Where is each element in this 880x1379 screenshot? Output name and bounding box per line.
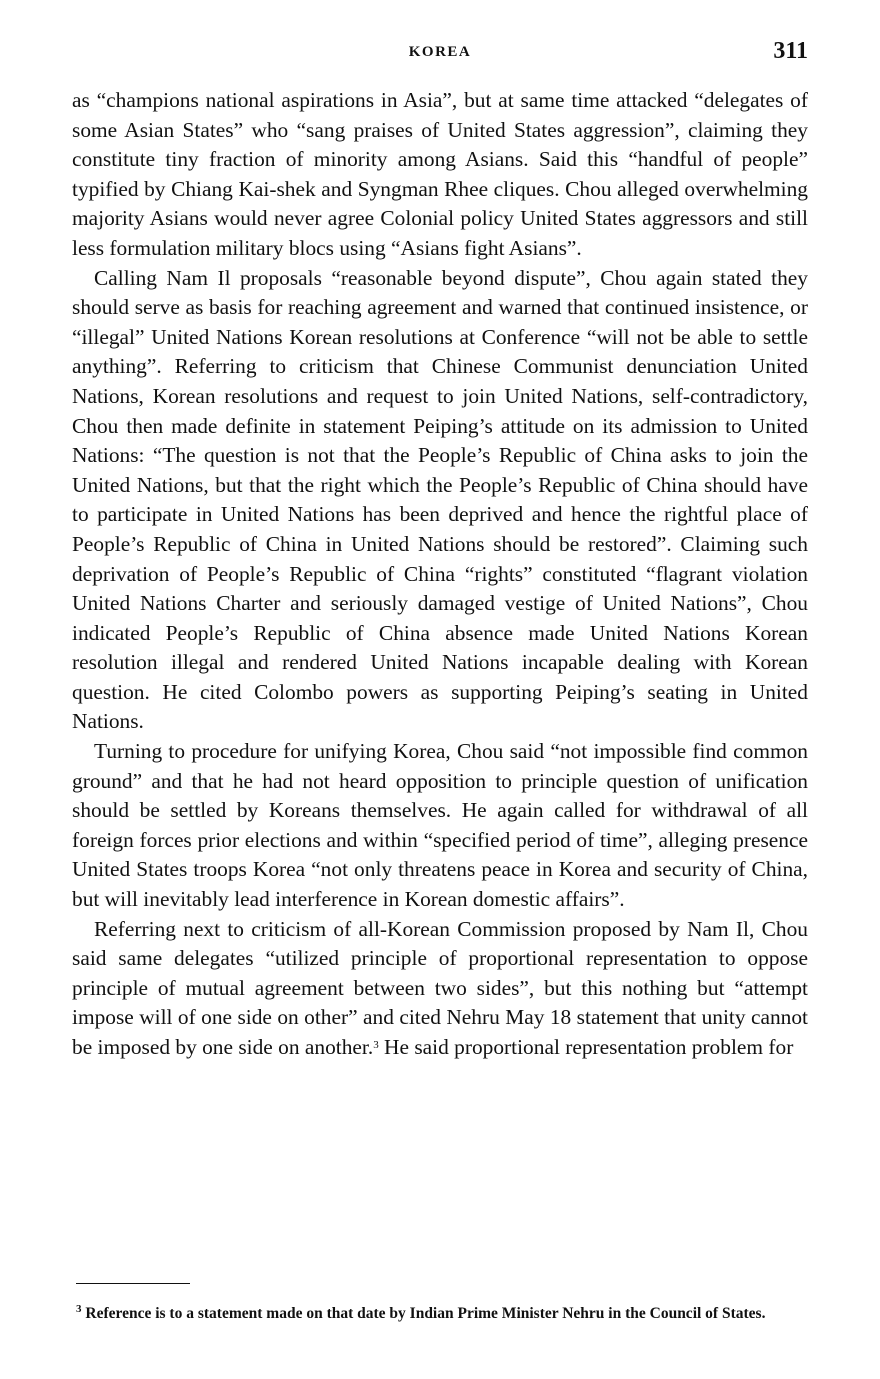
footnote-text: Reference is to a statement made on that date by Indian Prime Minister Nehru in the Council of States. xyxy=(81,1305,766,1322)
footnote xyxy=(76,1304,808,1323)
body-text xyxy=(72,86,808,1063)
paragraph-4-text-a: Referring next to criticism of all-Korean Commission proposed by Nam Il, Chou said same delegates “utilized principle of proportional representation to oppose principle of mutual agreement between two sides”, but this nothing but “attempt impose will of one side on other” and cited Nehru May 18 statement that unity cannot be imposed by one side on another. xyxy=(72,916,808,1059)
footnote-divider xyxy=(76,1283,190,1284)
paragraph-4-text-b: He said proportional representation problem for xyxy=(378,1035,794,1059)
paragraph-4 xyxy=(72,915,808,1063)
page-number: 311 xyxy=(773,38,808,64)
footnote-marker: 3 xyxy=(76,1303,82,1315)
paragraph-2: Calling Nam Il proposals “reasonable beyond dispute”, Chou again stated they should serve as basis for reaching agreement and warned that continued insistence, or “illegal” United Nations Korean resolutions at Conference “will not be able to settle anything”. Referring to criticism that Chinese Communist denunciation United Nations, Korean resolutions and request to join United Nations, self-contradictory, Chou then made definite in statement Peiping’s attitude on its admission to United Nations: “The question is not that the People’s Republic of China asks to join the United Nations, but that the right which the People’s Republic of China should have to participate in United Nations has been deprived and hence the rightful place of People’s Republic of China in United Nations should be restored”. Claiming such deprivation of People’s Republic of China “rights” constituted “flagrant violation United Nations Charter and seriously damaged vestige of United Nations”, Chou indicated People’s Republic of China absence made United Nations Korean resolution illegal and rendered United Nations incapable dealing with Korean question. He cited Colombo powers as supporting Peiping’s seating in United Nations. xyxy=(72,265,808,734)
paragraph-1: as “champions national aspirations in Asia”, but at same time attacked “delegates of some Asian States” who “sang praises of United States aggression”, claiming they constitute tiny fraction of minority among Asians. Said this “handful of people” typified by Chiang Kai-shek and Syngman Rhee cliques. Chou alleged overwhelming majority Asians would never agree Colonial policy United States aggressors and still less formulation military blocs using “Asians fight Asians”. xyxy=(72,88,808,260)
running-title: KOREA xyxy=(408,44,472,60)
footnote-reference: 3 xyxy=(373,1039,379,1051)
running-head xyxy=(72,38,808,68)
paragraph-3: Turning to procedure for unifying Korea, Chou said “not impossible find common ground” and that he had not heard opposition to principle question of unification should be settled by Koreans themselves. He again called for withdrawal of all foreign forces prior elections and within “specified period of time”, alleging presence United States troops Korea “not only threatens peace in Korea and security of China, but will inevitably lead interference in Korean domestic affairs”. xyxy=(72,739,808,912)
